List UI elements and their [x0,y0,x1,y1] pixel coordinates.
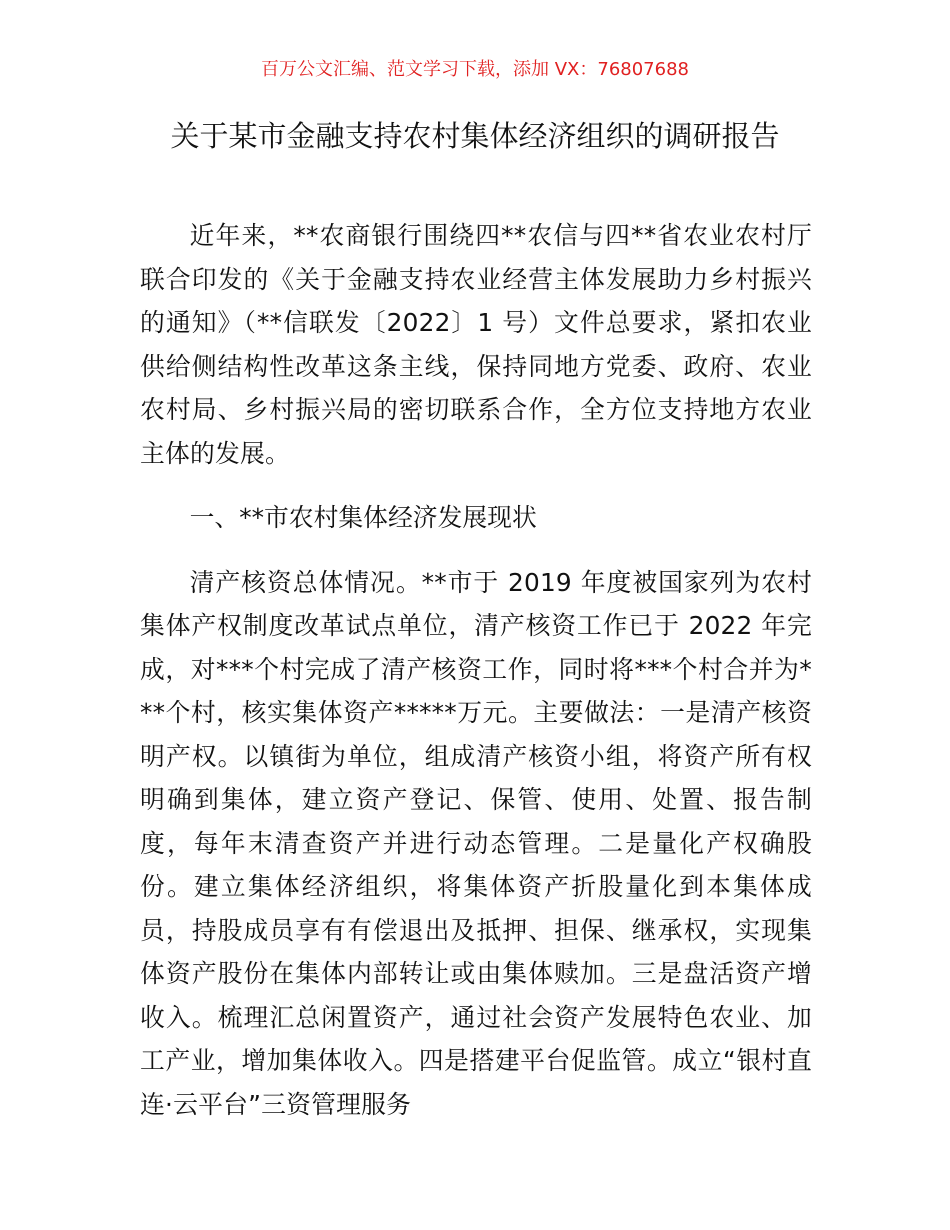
watermark-banner: 百万公文汇编、范文学习下载，添加 VX：76807688 [261,59,689,80]
section-paragraph: 清产核资总体情况。**市于 2019 年度被国家列为农村集体产权制度改革试点单位，清产核资工作已于 2022 年完成，对***个村完成了清产核资工作，同时将***个村合并为***个村，核实集体资产*****万元。主要做法：一是清产核资明产权。以镇街为单位，组成清产核资小组，将资产所有权明确到集体，建立资产登记、保管、使用、处置、报告制度，每年末清查资产并进行动态管理。二是量化产权确股份。建立集体经济组织，将集体资产折股量化到本集体成员，持股成员享有有偿退出及抵押、担保、继承权，实现集体资产股份在集体内部转让或由集体赎加。三是盘活资产增收入。梳理汇总闲置资产，通过社会资产发展特色农业、加工产业，增加集体收入。四是搭建平台促监管。成立“银村直连·云平台”三资管理服务 [140,567,812,1119]
document-body [140,214,812,1126]
document-title: 关于某市金融支持农村集体经济组织的调研报告 [170,119,780,153]
intro-paragraph: 近年来，**农商银行围绕四**农信与四**省农业农村厅联合印发的《关于金融支持农业经营主体发展助力乡村振兴的通知》（**信联发〔2022〕1 号）文件总要求，紧扣农业供给侧结构性改革这条主线，保持同地方党委、政府、农业农村局、乡村振兴局的密切联系合作，全方位支持地方农业主体的发展。 [140,221,812,468]
section-heading: 一、**市农村集体经济发展现状 [189,503,537,532]
